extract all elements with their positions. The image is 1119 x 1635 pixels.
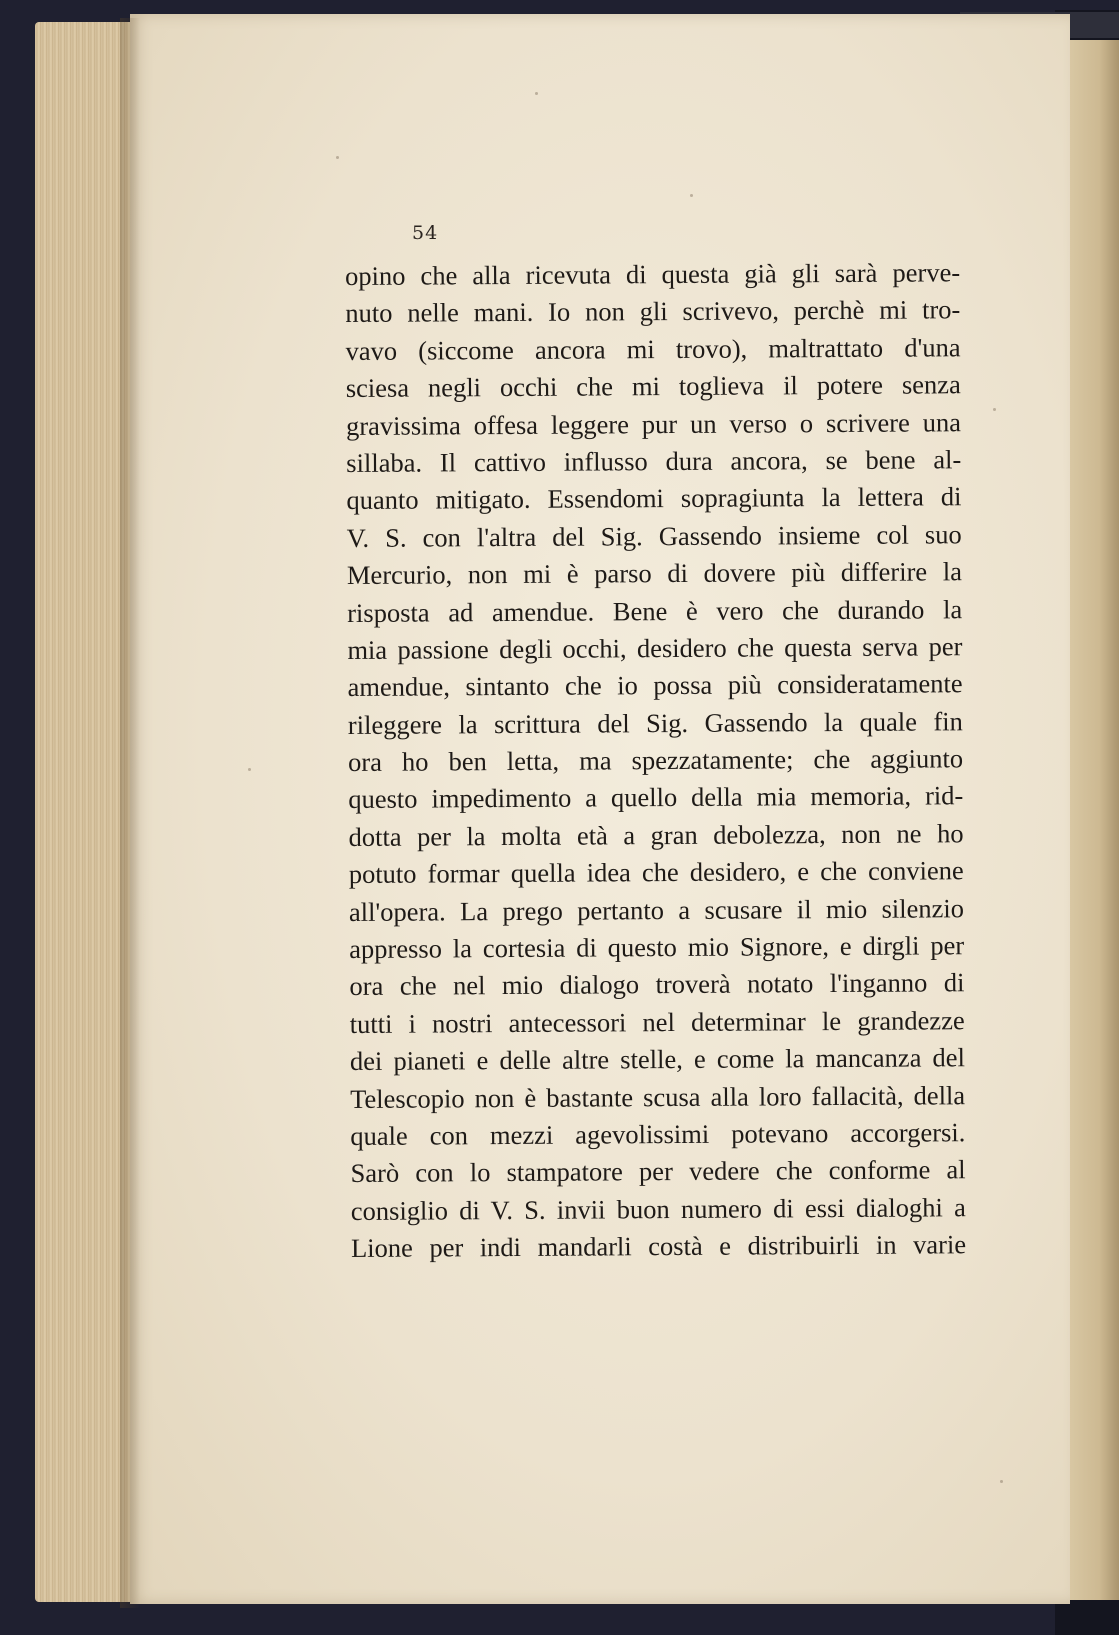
text-line: quanto mitigato. Essendomi sopragiunta la lettera di: [346, 481, 962, 516]
text-line: V. S. con l'altra del Sig. Gassendo insieme col suo: [346, 518, 962, 553]
text-line: dotta per la molta età a gran debolezza, non ne ho: [348, 818, 964, 852]
paper-speck: [248, 768, 251, 771]
paper-speck: [535, 92, 538, 95]
text-line: Mercurio, non mi è parso di dovere più differire la: [346, 556, 963, 591]
text-line: appresso la cortesia di questo mio Signore, e dirgli per: [349, 930, 965, 965]
body-text: [345, 254, 966, 1267]
text-line: sillaba. Il cattivo influsso dura ancora, se bene al-: [346, 444, 962, 478]
text-line: amendue, sintanto che io possa più consideratamente: [347, 668, 963, 703]
paper-speck: [1000, 1480, 1003, 1483]
text-line: all'opera. La prego pertanto a scusare il mio silenzio: [348, 892, 965, 927]
text-line: ora che nel mio dialogo troverà notato l'inganno di: [349, 967, 965, 1002]
text-line: dei pianeti e delle altre stelle, e come la mancanza del: [349, 1042, 965, 1077]
text-line: quale con mezzi agevolissimi potevano accorgersi.: [350, 1117, 966, 1151]
text-line: mia passione degli occhi, desidero che questa serva per: [347, 631, 963, 665]
text-line: opino che alla ricevuta di questa già gli sarà perve-: [345, 257, 961, 291]
gutter-shadow: [120, 18, 140, 1608]
text-line: sciesa negli occhi che mi toglieva il potere senza: [345, 369, 961, 404]
text-line: Sarò con lo stampatore per vedere che conforme al: [350, 1154, 966, 1189]
text-line: consiglio di V. S. invii buon numero di essi dialoghi a: [350, 1191, 966, 1226]
text-line: questo impedimento a quello della mia memoria, rid-: [348, 780, 964, 815]
paper-speck: [690, 194, 693, 197]
text-line: gravissima offesa leggere pur un verso o scrivere una: [345, 406, 962, 441]
text-line: ora ho ben letta, ma spezzatamente; che aggiunto: [347, 743, 964, 778]
text-line: Telescopio non è bastante scusa alla loro fallacità, della: [350, 1079, 966, 1114]
text-line: nuto nelle mani. Io non gli scrivevo, perchè mi tro-: [345, 294, 961, 329]
text-line: vavo (siccome ancora mi trovo), maltrattato d'una: [345, 332, 961, 366]
paper-speck: [993, 408, 996, 411]
text-line: Lione per indi mandarli costà e distribuirli in varie: [350, 1229, 967, 1264]
text-line: risposta ad amendue. Bene è vero che durando la: [347, 593, 963, 628]
text-line: tutti i nostri antecessori nel determinar le grandezze: [349, 1005, 965, 1039]
page-number: 54: [412, 222, 439, 244]
text-line: potuto formar quella idea che desidero, e che conviene: [348, 855, 964, 890]
paper-speck: [336, 156, 339, 159]
next-page-edge: [1070, 40, 1119, 1600]
text-line: rileggere la scrittura del Sig. Gassendo la quale fin: [347, 705, 963, 740]
